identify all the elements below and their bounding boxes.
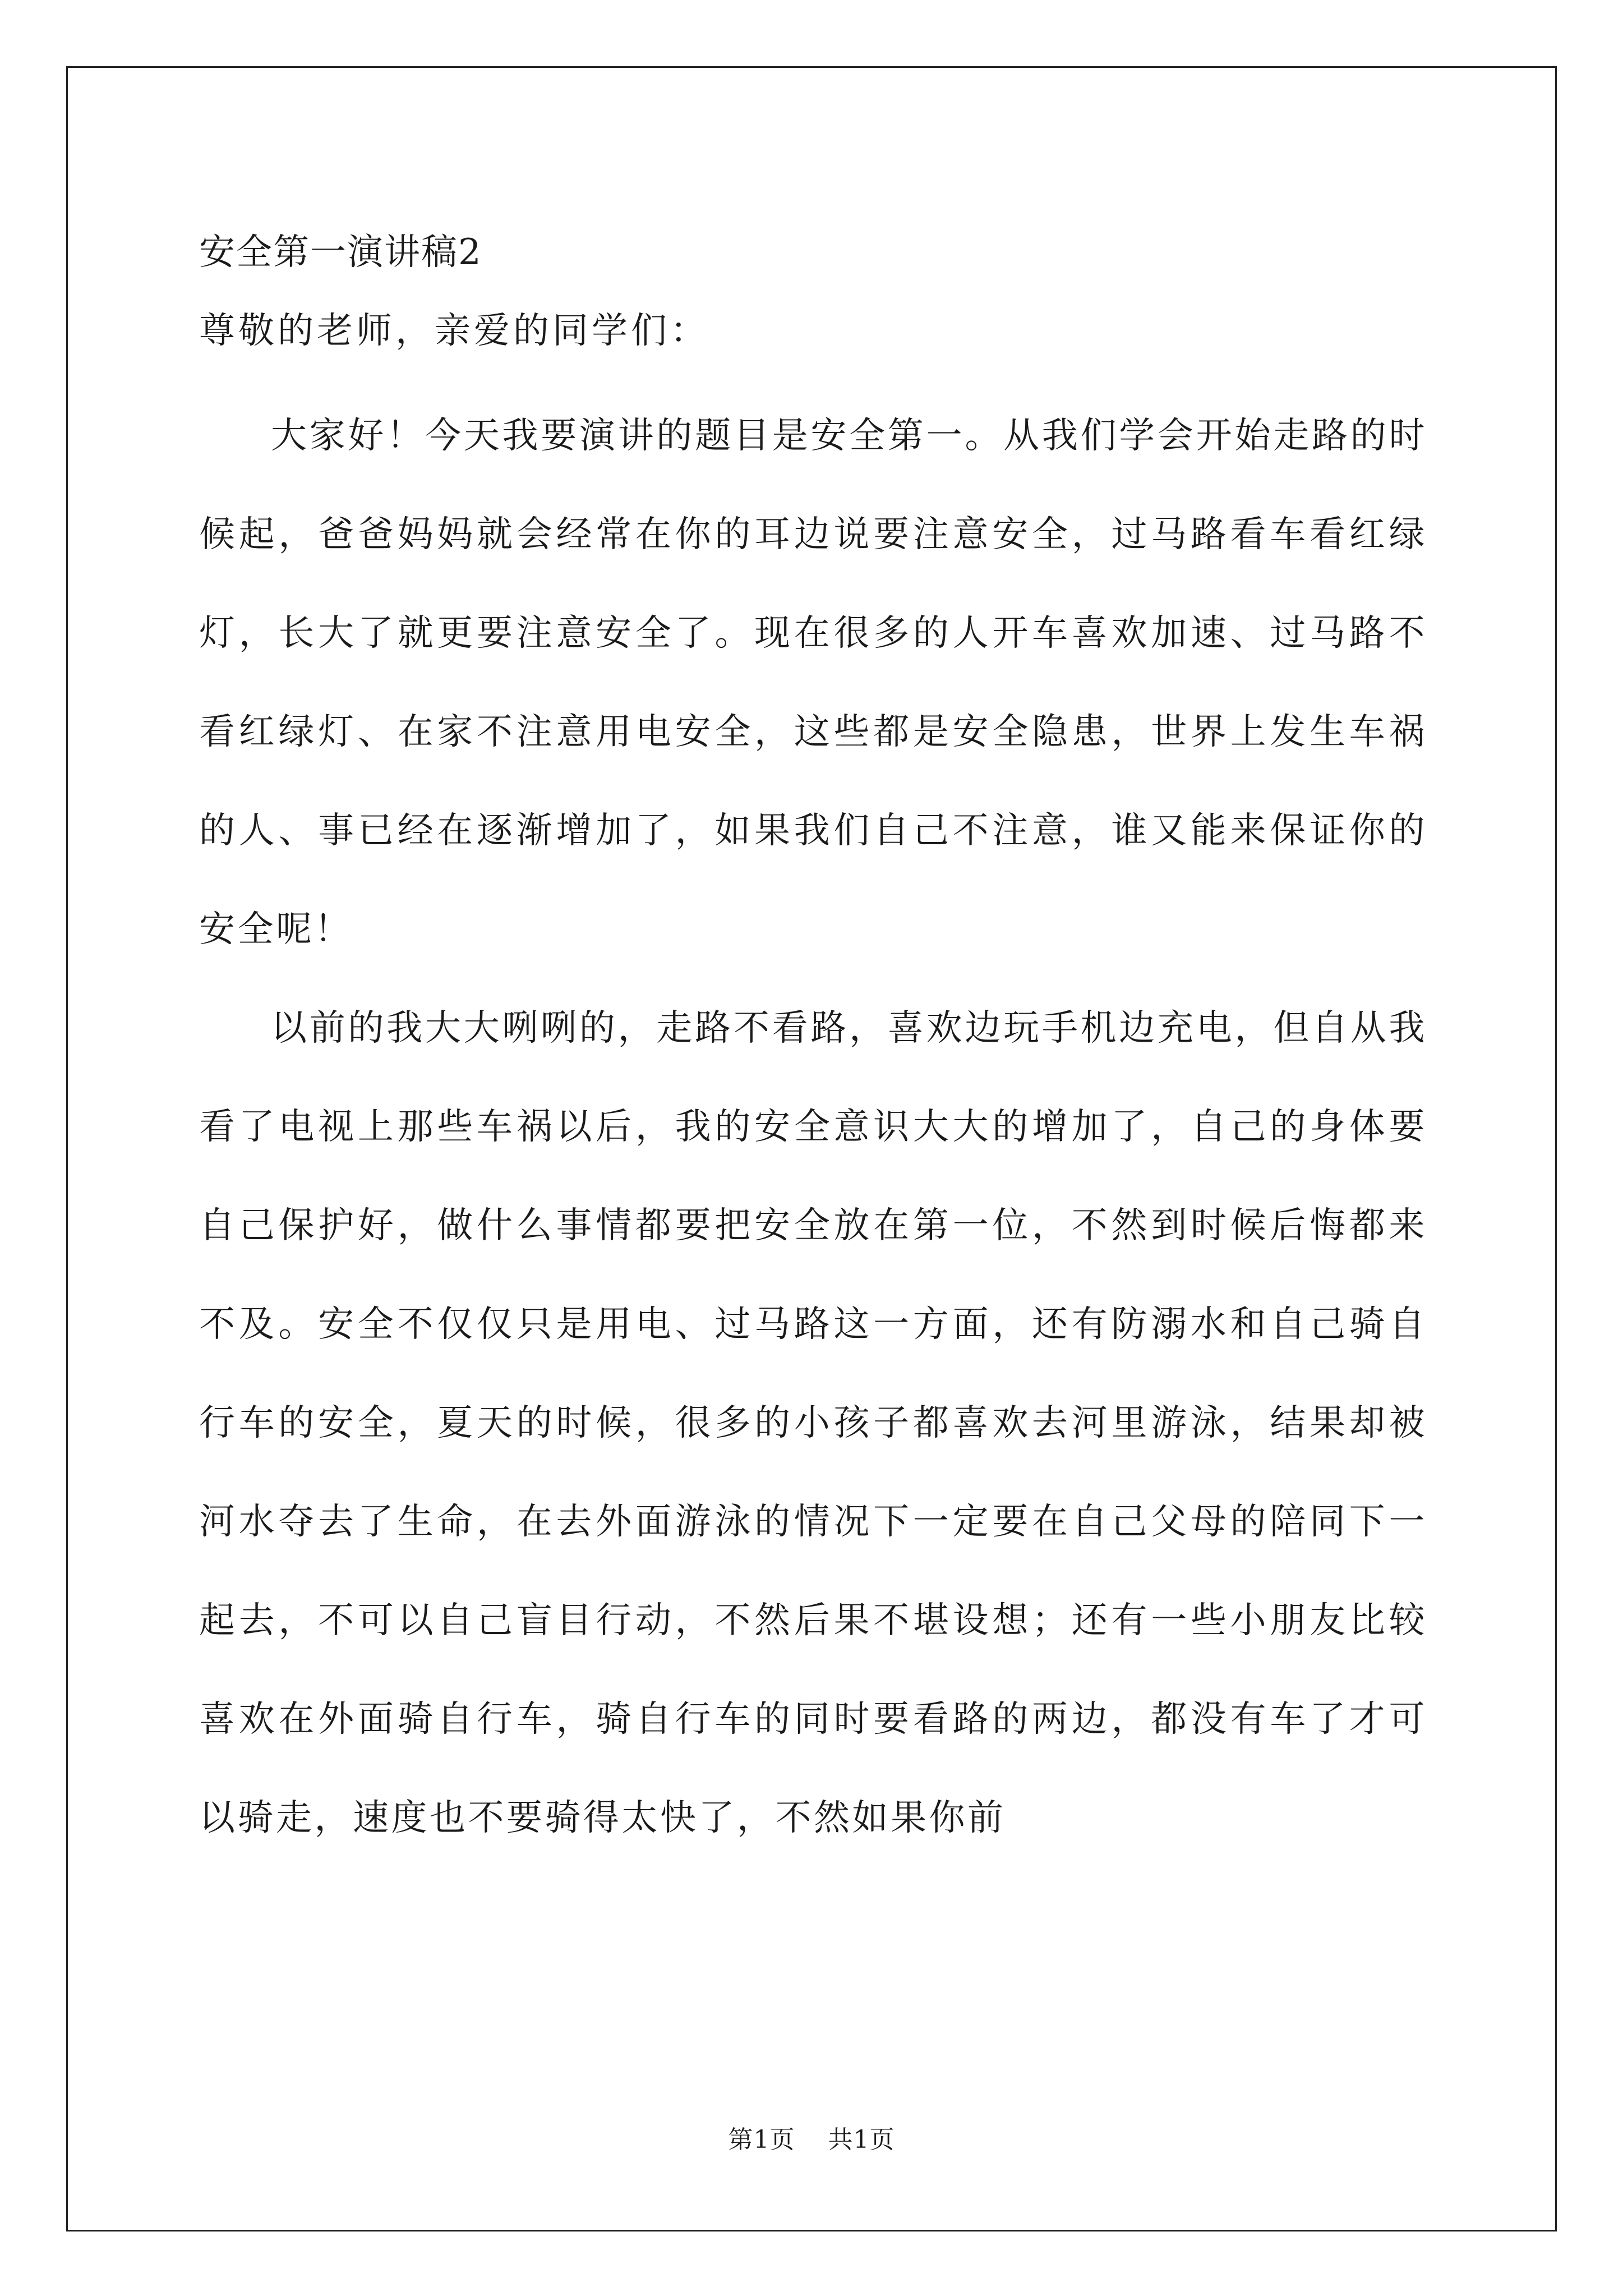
document-body (199, 222, 1427, 1867)
document-title: 安全第一演讲稿2 (199, 232, 482, 273)
paragraph-2: 以前的我大大咧咧的，走路不看路，喜欢边玩手机边充电，但自从我看了电视上那些车祸以后，我的安全意识大大的增加了，自己的身体要自己保护好，做什么事情都要把安全放在第一位，不然到时候后悔都来不及。安全不仅仅只是用电、过马路这一方面，还有防溺水和自己骑自行车的安全，夏天的时候，很多的小孩子都喜欢去河里游泳，结果却被河水夺去了生命，在去外面游泳的情况下一定要在自己父母的陪同下一起去，不可以自己盲目行动，不然后果不堪设想；还有一些小朋友比较喜欢在外面骑自行车，骑自行车的同时要看路的两边，都没有车了才可以骑走，速度也不要骑得太快了，不然如果你前 (199, 1007, 1427, 1839)
page-total: 共1页 (828, 2125, 895, 2154)
page-number: 第1页 (728, 2125, 795, 2154)
salutation: 尊敬的老师，亲爱的同学们： (199, 310, 709, 352)
paragraph-1: 大家好！今天我要演讲的题目是安全第一。从我们学会开始走路的时候起，爸爸妈妈就会经常在你的耳边说要注意安全，过马路看车看红绿灯，长大了就更要注意安全了。现在很多的人开车喜欢加速、过马路不看红绿灯、在家不注意用电安全，这些都是安全隐患，世界上发生车祸的人、事已经在逐渐增加了，如果我们自己不注意，谁又能来保证你的安全呢！ (199, 415, 1427, 950)
page-footer (0, 2123, 1623, 2157)
